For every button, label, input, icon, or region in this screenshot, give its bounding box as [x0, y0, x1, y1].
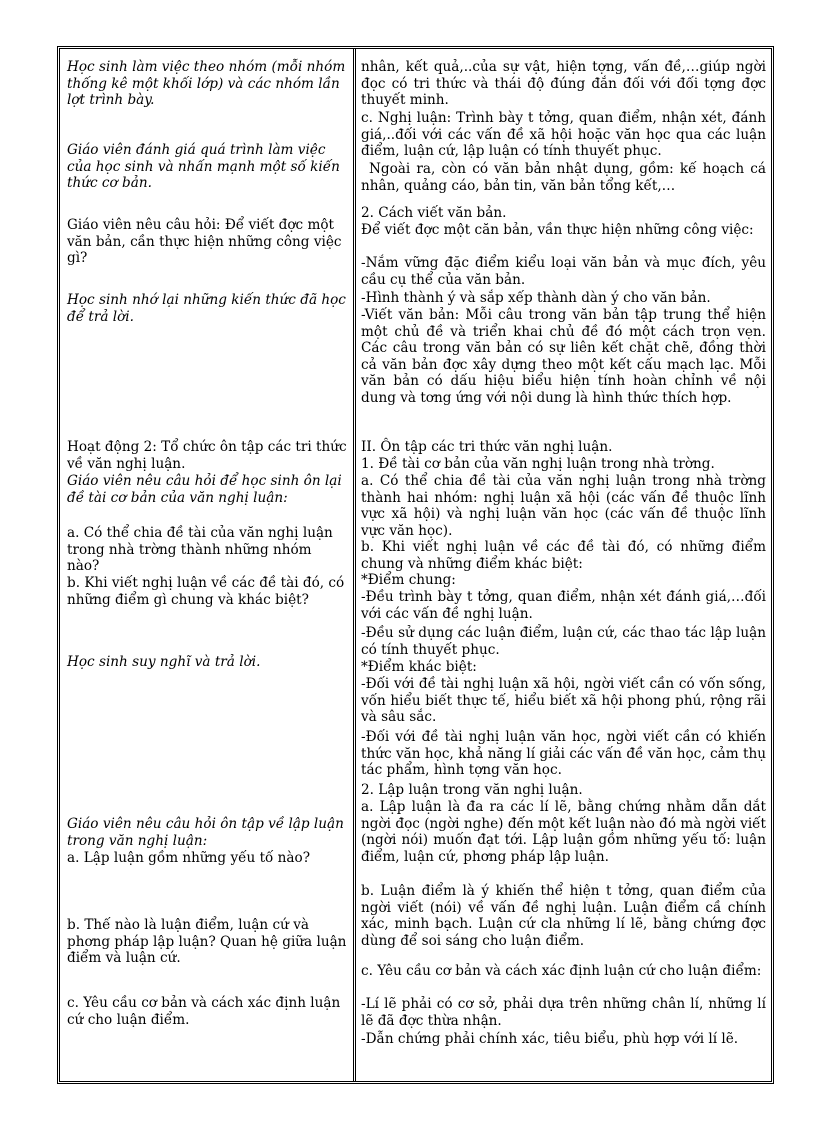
right-paragraph: -Đối với đề tài nghị luận xã hội, ngời viết cần có vốn sống, vốn hiểu biết thực tế, hiểu biết xã hội phong phú, rộng rãi và sâu sắc. [361, 676, 766, 726]
right-paragraph: nhân, kết quả,..của sự vật, hiện tợng, vấn đề,…giúp ngời đọc có tri thức và thái độ đúng đắn đối với đối tợng đợc thuyết minh. [361, 59, 766, 109]
left-paragraph: a. Có thể chia đề tài của văn nghị luận trong nhà trờng thành những nhóm nào? [67, 525, 333, 575]
right-paragraph: -Đều sử dụng các luận điểm, luận cứ, các thao tác lập luận có tính thuyết phục. [361, 625, 766, 658]
left-paragraph: Học sinh nhớ lại những kiến thức đã học để trả lời. [67, 292, 346, 325]
column-divider [353, 49, 356, 1081]
right-paragraph: -Viết văn bản: Mỗi câu trong văn bản tập trung thể hiện một chủ đề và triển khai chủ đề đó một cách trọn vẹn. Các câu trong văn bản có sự liên kết chặt chẽ, đồng thời cả văn bản đợc xây dựng theo một kết cấu mạch lạc. Mỗi văn bản có dấu hiệu biểu hiện tính hoàn chỉnh về nội dung và tơng ứng với nội dung là hình thức thích hợp. [361, 307, 766, 406]
right-paragraph: *Điểm chung: [361, 572, 456, 588]
right-paragraph: -Nắm vững đặc điểm kiểu loại văn bản và mục đích, yêu cầu cụ thể của văn bản. [361, 255, 766, 288]
left-paragraph: c. Yêu cầu cơ bản và cách xác định luận cứ cho luận điểm. [67, 995, 341, 1028]
left-paragraph: Giáo viên nêu câu hỏi: Để viết đợc một văn bản, cần thực hiện những công việc gì? [67, 217, 342, 267]
left-paragraph: Hoạt động 2: Tổ chức ôn tập các tri thức về văn nghị luận. [67, 439, 347, 472]
right-paragraph: Để viết đợc một căn bản, vần thực hiện những công việc: [361, 222, 754, 238]
right-paragraph: Ngoài ra, còn có văn bản nhật dụng, gồm: kế hoạch cá nhân, quảng cáo, bản tin, văn bản tổng kết,… [361, 161, 766, 194]
left-paragraph: Giáo viên nêu câu hỏi để học sinh ôn lại đề tài cơ bản của văn nghị luận: [67, 473, 342, 506]
left-paragraph: a. Lập luận gồm những yếu tố nào? [67, 850, 311, 866]
right-paragraph: a. Lập luận là đa ra các lí lẽ, bằng chứng nhằm dẫn dắt ngời đọc (ngời nghe) đến một kết luận nào đó mà ngời viết (ngời nói) muốn đạt tới. Lập luận gồm những yếu tố: luận điểm, luận cứ, phơng pháp lập luận. [361, 799, 766, 865]
right-paragraph: 1. Đề tài cơ bản của văn nghị luận trong nhà trờng. [361, 456, 715, 472]
left-paragraph: Giáo viên nêu câu hỏi ôn tập về lập luận trong văn nghị luận: [67, 816, 344, 849]
left-paragraph: Học sinh làm việc theo nhóm (mỗi nhóm thống kê một khối lớp) và các nhóm lần lợt trình bày. [67, 59, 346, 109]
right-paragraph: II. Ôn tập các tri thức văn nghị luận. [361, 439, 613, 455]
left-paragraph: Giáo viên đánh giá quá trình làm việc của học sinh và nhấn mạnh một số kiến thức cơ bản. [67, 142, 340, 192]
right-paragraph: -Đối với đề tài nghị luận văn học, ngời viết cần có khiến thức văn học, khả năng lí giải các vấn đề văn học, cảm thụ tác phẩm, hình tợng văn học. [361, 729, 766, 779]
right-paragraph: 2. Cách viết văn bản. [361, 205, 507, 221]
right-paragraph: -Dẫn chứng phải chính xác, tiêu biểu, phù hợp với lí lẽ. [361, 1031, 739, 1047]
right-paragraph: b. Khi viết nghị luận về các đề tài đó, có những điểm chung và những điểm khác biệt: [361, 539, 766, 572]
left-paragraph: b. Thế nào là luận điểm, luận cứ và phơng pháp lập luận? Quan hệ giữa luận điểm và luận cứ. [67, 917, 347, 967]
right-paragraph: c. Yêu cầu cơ bản và cách xác định luận cứ cho luận điểm: [361, 963, 762, 979]
right-paragraph: -Lí lẽ phải có cơ sở, phải dựa trên những chân lí, những lí lẽ đã đợc thừa nhận. [361, 996, 766, 1029]
right-paragraph: 2. Lập luận trong văn nghị luận. [361, 782, 583, 798]
right-paragraph: a. Có thể chia đề tài của văn nghị luận trong nhà trờng thành hai nhóm: nghị luận xã hội (các vấn đề thuộc lĩnh vực xã hội) và nghị luận văn học (các vấn đề thuộc lĩnh vực văn học). [361, 473, 766, 539]
right-paragraph: c. Nghị luận: Trình bày t tởng, quan điểm, nhận xét, đánh giá,..đối với các vấn đề xã hội hoặc văn học qua các luận điểm, luận cứ, lập luận có tính thuyết phục. [361, 110, 766, 160]
left-paragraph: b. Khi viết nghị luận về các đề tài đó, có những điểm gì chung và khác biệt? [67, 575, 345, 608]
right-paragraph: -Hình thành ý và sắp xếp thành dàn ý cho văn bản. [361, 290, 711, 306]
left-paragraph: Học sinh suy nghĩ và trả lời. [67, 654, 261, 670]
right-paragraph: *Điểm khác biệt: [361, 659, 477, 675]
table-frame [57, 46, 774, 1084]
right-paragraph: b. Luận điểm là ý khiến thể hiện t tởng, quan điểm của ngời viết (nói) về vấn đề nghị luận. Luận điểm cầ chính xác, minh bạch. Luận cứ cla những lí lẽ, bằng chứng đợc dùng để soi sáng cho luận điểm. [361, 883, 766, 949]
right-paragraph: -Đều trình bày t tởng, quan điểm, nhận xét đánh giá,…đối với các vấn đề nghị luận. [361, 589, 766, 622]
